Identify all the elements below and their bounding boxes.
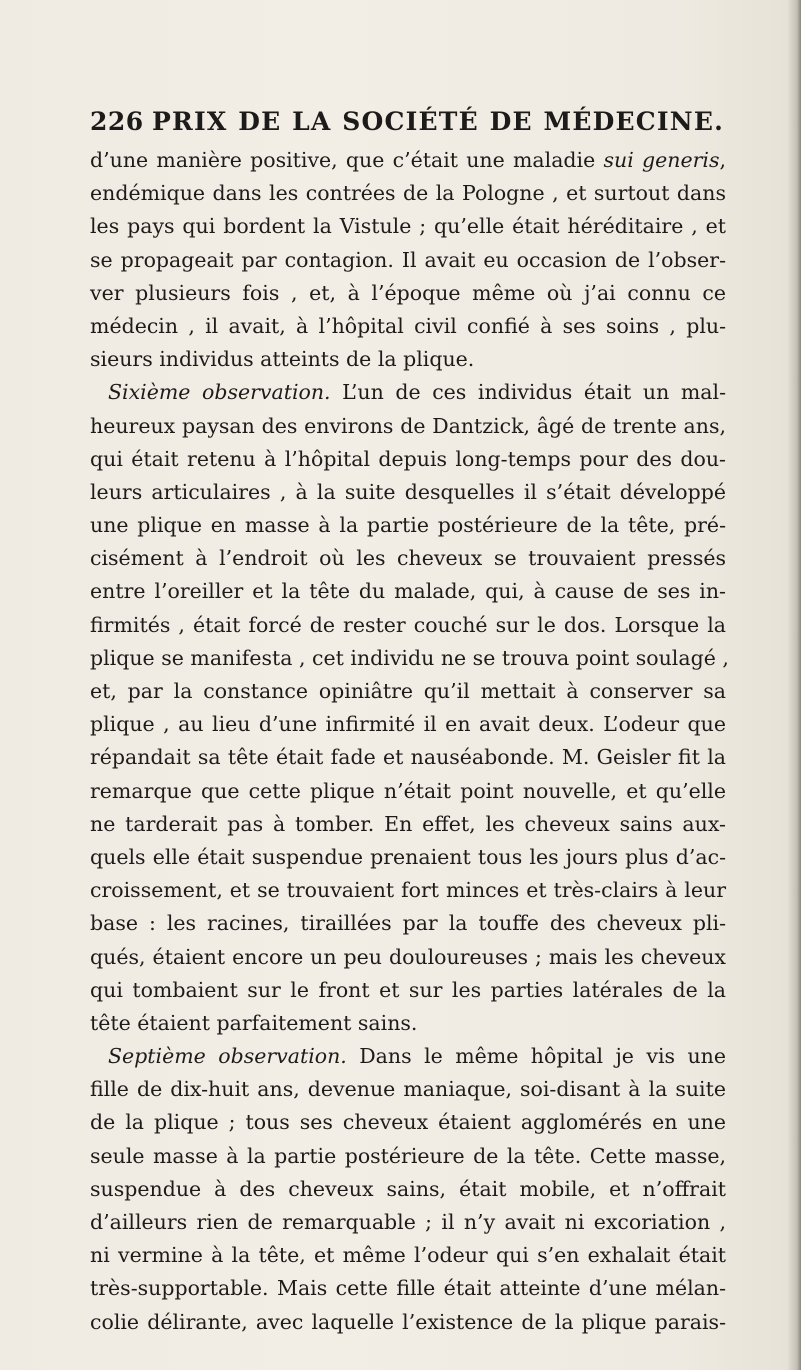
text-segment: leurs articulaires , à la suite desquelles il s’était développé <box>90 479 726 504</box>
text-line <box>90 376 726 409</box>
text-segment: croissement, et se trouvaient fort minces et très-clairs à leur <box>90 878 726 903</box>
body-text <box>90 144 729 1339</box>
text-segment: colie délirante, avec laquelle l’existence de la plique parais- <box>90 1309 726 1334</box>
text-line <box>90 443 726 476</box>
text-line <box>90 1306 726 1339</box>
text-line <box>90 277 726 310</box>
text-line <box>90 1140 726 1173</box>
text-segment: heureux paysan des environs de Dantzick, âgé de trente ans, <box>90 413 726 438</box>
text-line <box>90 509 726 542</box>
text-segment: entre l’oreiller et la tête du malade, qui, à cause de ses in- <box>90 579 726 604</box>
text-line <box>90 907 726 940</box>
text-line <box>90 1040 726 1073</box>
text-line <box>90 874 726 907</box>
text-line <box>90 609 726 642</box>
text-segment: les pays qui bordent la Vistule ; qu’elle était héréditaire , et <box>90 214 726 239</box>
text-line <box>90 775 726 808</box>
text-segment: répandait sa tête était fade et nauséabonde. M. Geisler fit la <box>90 745 726 770</box>
text-segment: ne tarderait pas à tomber. En effet, les cheveux sains aux- <box>90 811 726 836</box>
text-segment: base : les racines, tiraillées par la touffe des cheveux pli- <box>90 911 726 936</box>
text-segment: très-supportable. Mais cette fille était atteinte d’une mélan- <box>90 1276 726 1301</box>
text-line <box>90 343 726 376</box>
text-segment: firmités , était forcé de rester couché sur le dos. Lorsque la <box>90 612 726 637</box>
italic-text: sui generis <box>603 148 720 172</box>
text-segment: suspendue à des cheveux sains, était mobile, et n’offrait <box>90 1176 726 1201</box>
text-segment: ni vermine à la tête, et même l’odeur qui s’en exhalait était <box>90 1243 726 1268</box>
text-segment: sieurs individus atteints de la plique. <box>90 347 475 372</box>
text-segment: fille de dix-huit ans, devenue maniaque, soi-disant à la suite <box>90 1077 726 1102</box>
text-line <box>90 1272 726 1305</box>
text-segment: ver plusieurs fois , et, à l’époque même où j’ai connu ce <box>90 280 726 305</box>
text-segment: et, par la constance opiniâtre qu’il mettait à conserver sa <box>90 679 726 703</box>
text-line <box>90 941 726 974</box>
text-line <box>90 808 726 841</box>
text-line <box>90 144 726 177</box>
text-segment: qui tombaient sur le front et sur les parties latérales de la <box>90 977 726 1002</box>
italic-text: Septième observation. <box>108 1044 347 1069</box>
text-line <box>90 244 726 277</box>
text-segment: seule masse à la partie postérieure de la tête. Cette masse, <box>90 1143 726 1168</box>
text-segment: se propageait par contagion. Il avait eu occasion de l’obser- <box>90 247 726 272</box>
text-line <box>90 575 726 608</box>
text-line <box>90 1206 726 1239</box>
text-segment: une plique en masse à la partie postérieure de la tête, pré- <box>90 513 726 538</box>
text-segment: plique , au lieu d’une infirmité il en avait deux. L’odeur que <box>90 712 726 737</box>
text-line <box>90 642 729 675</box>
text-segment: endémique dans les contrées de la Pologne , et surtout dans <box>90 181 726 206</box>
text-segment: remarque que cette plique n’était point nouvelle, et qu’elle <box>90 778 726 803</box>
text-segment: , <box>719 148 726 172</box>
text-line <box>90 1007 726 1040</box>
text-line <box>90 177 726 210</box>
text-line <box>90 1073 726 1106</box>
text-line <box>90 1106 726 1139</box>
text-segment: Dans le même hôpital je vis une <box>346 1044 727 1069</box>
text-line <box>90 310 726 343</box>
text-line <box>90 974 726 1007</box>
text-segment: cisément à l’endroit où les cheveux se trouvaient pressés <box>90 546 726 571</box>
text-line <box>90 708 726 741</box>
text-line <box>90 1239 726 1272</box>
text-line <box>90 675 726 708</box>
text-line <box>90 1173 726 1206</box>
text-line <box>90 210 726 243</box>
running-head <box>0 0 801 140</box>
text-segment: tête étaient parfaitement sains. <box>90 1010 418 1035</box>
text-line <box>90 841 726 874</box>
page-number: 226 <box>90 107 144 136</box>
page-edge-shadow <box>787 0 801 1370</box>
text-segment: L’un de ces individus était un mal- <box>330 380 726 405</box>
text-segment: qués, étaient encore un peu douloureuses ; mais les cheveux <box>90 944 726 969</box>
text-segment: médecin , il avait, à l’hôpital civil confié à ses soins , plu- <box>90 313 726 338</box>
text-segment: quels elle était suspendue prenaient tous les jours plus d’ac- <box>90 844 726 869</box>
text-line <box>90 741 726 774</box>
text-segment: d’une manière positive, que c’était une maladie <box>90 148 604 172</box>
italic-text: Sixième observation. <box>108 380 331 405</box>
text-line <box>90 410 726 443</box>
text-segment: d’ailleurs rien de remarquable ; il n’y avait ni excoriation , <box>90 1210 726 1234</box>
text-segment: de la plique ; tous ses cheveux étaient agglomérés en une <box>90 1110 726 1135</box>
page-header-title: PRIX DE LA SOCIÉTÉ DE MÉDECINE. <box>152 107 724 136</box>
text-segment: plique se manifesta , cet individu ne se trouva point soulagé , <box>90 645 729 670</box>
text-segment: qui était retenu à l’hôpital depuis long-temps pour des dou- <box>90 446 726 471</box>
text-line <box>90 476 726 509</box>
text-line <box>90 542 726 575</box>
